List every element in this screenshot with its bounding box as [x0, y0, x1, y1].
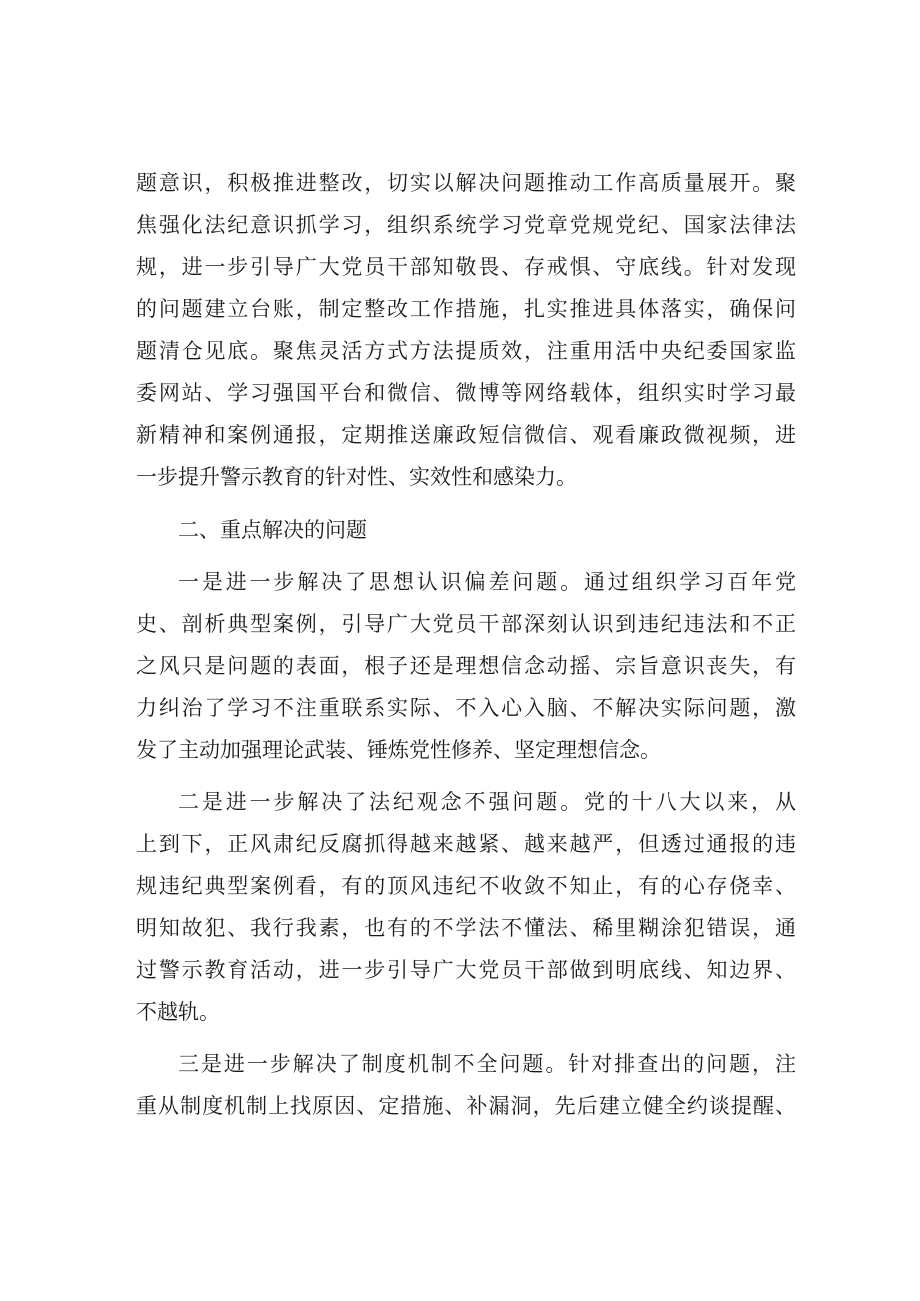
text-line: 一是进一步解决了思想认识偏差问题。通过组织学习百年党	[178, 570, 796, 594]
text-line: 规违纪典型案例看，有的顶风违纪不收敛不知止，有的心存侥幸、	[136, 874, 796, 898]
text-line: 史、剖析典型案例，引导广大党员干部深刻认识到违纪违法和不正	[136, 612, 796, 636]
text-line: 焦强化法纪意识抓学习，组织系统学习党章党规党纪、国家法律法	[136, 213, 796, 237]
section-heading: 二、重点解决的问题	[178, 518, 367, 542]
text-line: 明知故犯、我行我素，也有的不学法不懂法、稀里糊涂犯错误，通	[136, 916, 796, 940]
text-line: 上到下，正风肃纪反腐抓得越来越紧、越来越严，但透过通报的违	[136, 832, 796, 856]
text-line: 不越轨。	[136, 1000, 220, 1024]
text-line: 题意识，积极推进整改，切实以解决问题推动工作高质量展开。聚	[136, 171, 796, 195]
text-line: 委网站、学习强国平台和微信、微博等网络载体，组织实时学习最	[136, 381, 796, 405]
text-line: 发了主动加强理论武装、锤炼党性修养、坚定理想信念。	[136, 738, 661, 762]
text-line: 新精神和案例通报，定期推送廉政短信微信、观看廉政微视频，进	[136, 423, 796, 447]
text-line: 之风只是问题的表面，根子还是理想信念动摇、宗旨意识丧失，有	[136, 654, 796, 678]
text-line: 力纠治了学习不注重联系实际、不入心入脑、不解决实际问题，激	[136, 696, 796, 720]
text-line: 过警示教育活动，进一步引导广大党员干部做到明底线、知边界、	[136, 958, 796, 982]
text-line: 三是进一步解决了制度机制不全问题。针对排查出的问题，注	[178, 1052, 796, 1076]
text-line: 二是进一步解决了法纪观念不强问题。党的十八大以来，从	[178, 790, 796, 814]
text-line: 规，进一步引导广大党员干部知敬畏、存戒惧、守底线。针对发现	[136, 255, 796, 279]
text-line: 重从制度机制上找原因、定措施、补漏洞，先后建立健全约谈提醒、	[136, 1094, 796, 1118]
text-line: 的问题建立台账，制定整改工作措施，扎实推进具体落实，确保问	[136, 297, 796, 321]
text-line: 一步提升警示教育的针对性、实效性和感染力。	[136, 465, 577, 489]
text-line: 题清仓见底。聚焦灵活方式方法提质效，注重用活中央纪委国家监	[136, 339, 796, 363]
